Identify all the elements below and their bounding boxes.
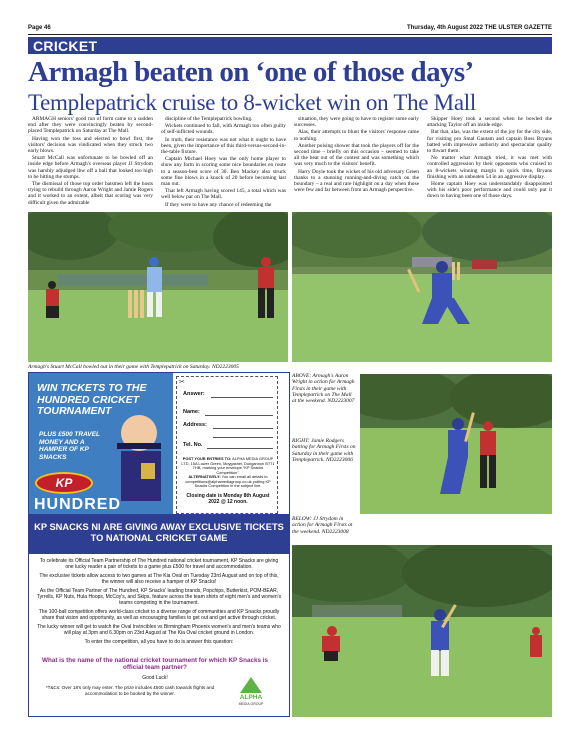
paragraph: Alas, their attempts to blunt the visitors' response came to nothing. xyxy=(294,129,419,142)
hundred-logo: HUNDRED xyxy=(34,496,121,513)
advert-paragraph: As the Official Team Partner of The Hundred, KP Snacks' leading brands, Popchips, Butterkist, POM-BEAR, Tyrrells, KP Nuts, Hula Hoops, McCoy's, and Skips, feature across the team shirts of eight men's and women's teams competing in the tournament. xyxy=(36,588,282,606)
post-body: ALPHA MEDIA GROUP LTD, 15A Lower Green, Moygashel, Dungannon BT71 7HB, marking your envelope "KP Snacks Competition". xyxy=(181,456,275,475)
answer-label: Answer: xyxy=(183,391,205,397)
page-dateline: Thursday, 4th August 2022 THE ULSTER GAZETTE xyxy=(406,25,552,31)
advert-paragraph: The exclusive tickets allow access to two games at The Kia Oval on Tuesday 23rd August and on top of this, the winner will also receive a hamper of KP Snacks! xyxy=(39,573,279,585)
advert-body xyxy=(36,558,282,648)
article-subhead: Templepatrick cruise to 8-wicket win on The Mall xyxy=(28,90,476,115)
caption-right: RIGHT: Jamie Rodgers batting for Armagh Firsts on Saturday in their game with Templepatrick. ND2223006 xyxy=(292,438,356,463)
article-column-4 xyxy=(427,116,552,211)
address-label: Address: xyxy=(183,422,207,428)
paragraph: But that, alas, was the extent of the joy for the city side, for visiting pro Smal Gautam and captain Ross Bryans batted with impressive authority and spectacular quality to thwart them. xyxy=(427,129,552,155)
address-field[interactable] xyxy=(213,428,273,429)
paragraph: Harry Doyle took the wicket of his old adversary Green thanks to a stunning running-and-diving catch on the boundary – a real and rare highlight on a day when those were few and far between from an Armagh perspective. xyxy=(294,168,419,194)
paragraph: The dismissal of those top order batsmen left the hosts trying to rebuild through Aaron Wright and Jamie Rogers and it worked to an extent, albeit that scoring was very difficult given the admirable xyxy=(28,181,153,206)
advert-paragraph: The 100-ball competition offers world-class cricket to a diverse range of communities and KP Snacks proudly share that vision and opportunity, as well as encouraging families to get out and get active through cricket. xyxy=(38,609,280,621)
paragraph: Having won the toss and elected to bowl first, the visitors' decision was vindicated when they struck two early blows. xyxy=(28,135,153,155)
answer-field[interactable] xyxy=(211,397,273,398)
paragraph: situation, they were going to have to register some early successes. xyxy=(294,116,419,129)
promo-headline: WIN TICKETS TO THE HUNDRED CRICKET TOURNAMENT xyxy=(37,382,147,417)
page-number: Page 46 xyxy=(28,25,51,31)
photo-aaron-wright xyxy=(292,212,552,362)
kp-logo-text: KP xyxy=(55,476,73,490)
tel-label: Tel. No. xyxy=(183,442,203,448)
alt-title: ALTERNATIVELY: xyxy=(188,474,221,479)
alt-body: You can email all details to competitions@alphamediagroup.co.uk putting KP Snacks Competition in the subject line. xyxy=(185,474,271,488)
article-column-3 xyxy=(294,116,419,211)
advert-paragraph: The lucky winner will get to watch the Oval Invincibles vs Birmingham Phoenix women's and men's teams who will play at 3pm and 6.30pm on 23rd August at The Kia Oval cricket ground in London. xyxy=(37,624,281,636)
caption-above: ABOVE: Armagh's Aaron Wright in action for Armagh Firsts in their game with Templepatrick on The Mall at the weekend. ND2223007 xyxy=(292,373,355,405)
advert-paragraph: To enter the competition, all you have to do is answer this question: xyxy=(84,639,234,645)
alpha-name: ALPHA xyxy=(239,694,263,701)
paragraph: Stuart McCall was unfortunate to be bowled off an inside edge before Armagh's overseas player JJ Strydom was harshly adjudged lbw off a ball that looked too high to be hitting the stumps. xyxy=(28,155,153,180)
scissors-icon: ✂ xyxy=(179,378,185,386)
advert-title: KP SNACKS NI ARE GIVING AWAY EXCLUSIVE TICKETS TO NATIONAL CRICKET GAME xyxy=(29,514,289,554)
alpha-media-logo xyxy=(226,677,276,707)
paragraph: In truth, their resistance was not what it ought to have been, given the importance of this third-versus-second-in-the-table fixture. xyxy=(161,136,286,156)
paragraph: Wickets continued to fall, with Armagh too often guilty of self-inflicted wounds. xyxy=(161,123,286,136)
paragraph: Captain Michael Hoey was the only home player to show any form in scoring some nice boundaries en route to a season-best score of 30. Ben Mackey also struck some fine blows in a knock of 20 before becoming last man out. xyxy=(161,156,286,188)
kp-logo xyxy=(35,472,93,494)
caption-mccall: Armagh's Stuart McCall bowled out in their game with Templepatrick on Saturday. ND2223005 xyxy=(28,364,239,370)
article-headline: Armagh beaten on ‘one of those days’ xyxy=(28,56,474,88)
terms-and-conditions: *T&Cs: Over 18's only may enter. The prize includes £500 cash towards flights and accommodation to be booked by the winner. xyxy=(45,685,215,696)
competition-question: What is the name of the national cricket tournament for which KP Snacks is official team partner? xyxy=(42,657,268,672)
photo-mccall-bowled xyxy=(28,212,288,362)
header-rule xyxy=(28,34,552,35)
name-field[interactable] xyxy=(205,415,273,416)
good-luck: Good Luck! xyxy=(142,675,168,681)
name-label: Name: xyxy=(183,409,200,415)
section-banner xyxy=(28,37,552,54)
page-header xyxy=(28,23,552,33)
tel-field[interactable] xyxy=(207,448,273,449)
paragraph: That left Armagh having scored 145, a total which was well below par on The Mall. xyxy=(161,188,286,201)
paragraph: No matter what Armagh tried, it was met with controlled aggression by their opponents who cruised to an 8-wickets winning margin in quick time, Bryans finishing with an unbeaten 54 in an aggressive display. xyxy=(427,155,552,180)
advert-paragraph: To celebrate its Official Team Partnership of The Hundred national cricket tournament, KP Snacks are giving one lucky reader a pair of tickets to a game plus £500 for travel and accommodation. xyxy=(39,558,279,570)
caption-below: BELOW: JJ Strydom in action for Armagh Firsts at the weekend. ND2223008 xyxy=(292,516,353,535)
alpha-group: MEDIA GROUP xyxy=(238,702,264,706)
address-field-line-2[interactable] xyxy=(213,437,273,438)
promo-subline: PLUS £500 TRAVEL MONEY AND A HAMPER OF KP SNACKS xyxy=(39,431,100,461)
article-body xyxy=(28,116,552,211)
paragraph: discipline of the Templepatrick bowling. xyxy=(165,116,253,122)
postal-instructions xyxy=(181,457,275,489)
paragraph: Skipper Hoey took a second when he bowled the attacking Taylor off an inside edge. xyxy=(427,116,552,129)
alpha-triangle-icon xyxy=(240,677,262,693)
photo-jamie-rodgers xyxy=(360,374,552,514)
post-title: POST YOUR ENTRIES TO: xyxy=(182,456,232,461)
closing-date: Closing date is Monday 8th August 2022 @ 12 noon. xyxy=(186,493,270,505)
article-column-2 xyxy=(161,116,286,211)
entry-form xyxy=(176,376,278,514)
photo-jj-strydom xyxy=(292,545,552,717)
paragraph: Another poising shower that took the players off for the second time – briefly on this occasion – seemed to take all the heat out of the contest and was something which was very much to the visitors' benefit. xyxy=(294,142,419,168)
article-column-1 xyxy=(28,116,153,211)
section-label: CRICKET xyxy=(33,38,98,54)
paragraph: Home captain Hoey was understandably disappointed with his side's poor performance and could only put it down to having been one of those days. xyxy=(427,181,552,200)
paragraph: If they were to have any chance of redeeming the xyxy=(165,201,272,208)
paragraph: ARMAGH seniors' good run of form came to a sudden end after they were convincingly beaten by second-placed Templepatrick on Saturday at The Mall. xyxy=(28,116,153,135)
